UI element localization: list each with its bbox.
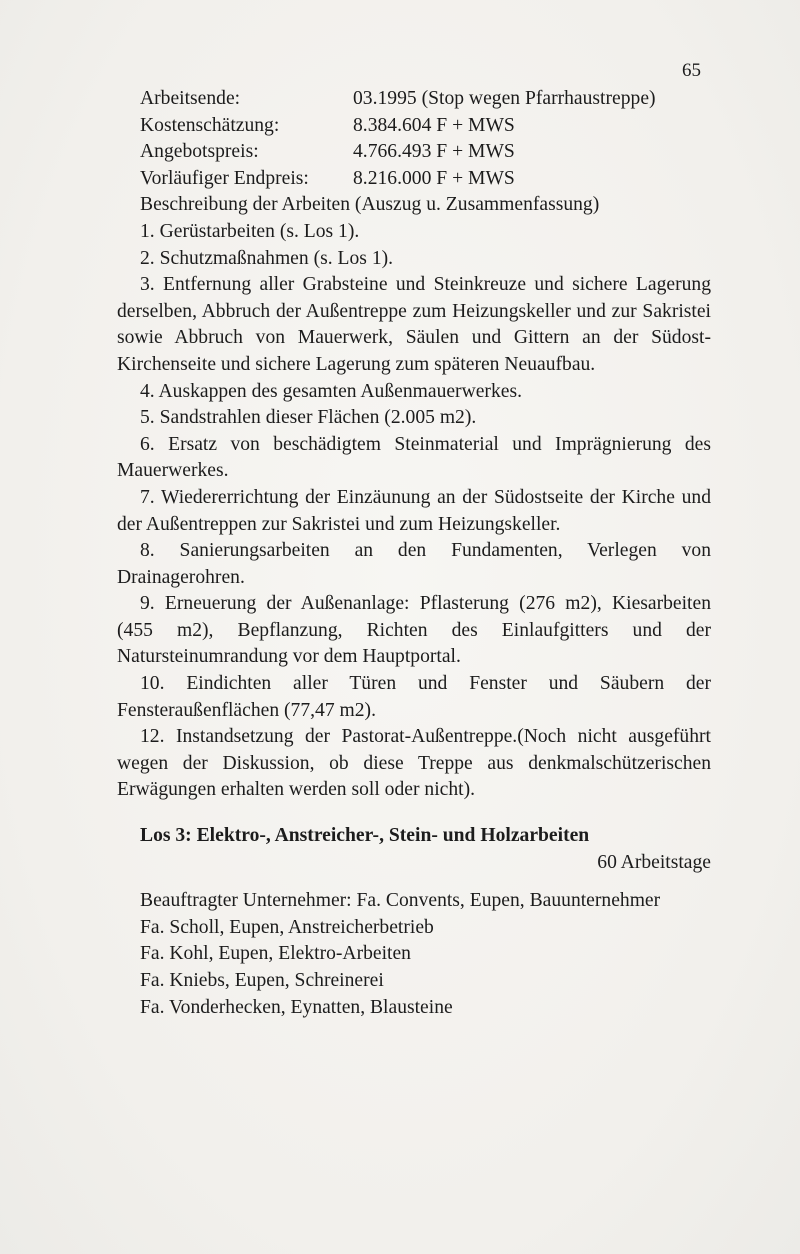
firm-line: Fa. Vonderhecken, Eynatten, Blausteine (140, 996, 453, 1018)
fact-row-estimate (117, 113, 711, 140)
firm-line: Fa. Kniebs, Eupen, Schreinerei (140, 970, 384, 991)
work-item-12: 12. Instandsetzung der Pastorat-Außentreppe.(Noch nicht ausgeführt wegen der Diskussion, ob diese Treppe aus denkmalschützerischen Erwägungen erhalten werden soll oder nicht). (117, 726, 711, 801)
work-item-4: 4. Auskappen des gesamten Außenmauerwerkes. (140, 380, 522, 402)
fact-value: 8.384.604 F + MWS (353, 114, 515, 136)
fact-row-end (117, 86, 711, 113)
page-number: 65 (682, 60, 701, 81)
work-item-2: 2. Schutzmaßnahmen (s. Los 1). (140, 247, 394, 269)
fact-value: 03.1995 (Stop wegen Pfarrhaustreppe) (353, 88, 656, 109)
work-item-1: 1. Gerüstarbeiten (s. Los 1). (140, 220, 360, 242)
fact-label: Angebotspreis: (140, 141, 259, 163)
fact-label: Arbeitsende: (140, 88, 241, 109)
description-heading: Beschreibung der Arbeiten (Auszug u. Zusammenfassung) (140, 194, 600, 216)
fact-label: Vorläufiger Endpreis: (140, 167, 309, 189)
los3-heading: Los 3: Elektro-, Anstreicher-, Stein- und Holzarbeiten (140, 825, 590, 847)
work-item-10: 10. Eindichten aller Türen und Fenster und Säubern der Fensteraußenflächen (77,47 m2). (117, 673, 711, 721)
fact-value: 4.766.493 F + MWS (353, 141, 515, 163)
firm-line: Fa. Scholl, Eupen, Anstreicherbetrieb (140, 916, 434, 938)
work-item-3: 3. Entfernung aller Grabsteine und Steinkreuze und sichere Lagerung derselben, Abbruch der Außentreppe zum Heizungskeller und zur Sakristei sowie Abbruch von Mauerwerk, Säulen und Gittern an der Südost-Kirchenseite und sichere Lagerung zum späteren Neuaufbau. (117, 274, 711, 375)
work-item-5: 5. Sandstrahlen dieser Flächen (2.005 m2). (140, 407, 477, 429)
work-item-6: 6. Ersatz von beschädigtem Steinmaterial und Imprägnierung des Mauerwerkes. (117, 433, 711, 482)
firm-line: Fa. Kohl, Eupen, Elektro-Arbeiten (140, 943, 411, 965)
fact-label: Kostenschätzung: (140, 114, 280, 136)
fact-row-final (117, 166, 711, 193)
fact-value: 8.216.000 F + MWS (353, 167, 515, 189)
work-item-8: 8. Sanierungsarbeiten an den Fundamenten, Verlegen von Drainagerohren. (117, 540, 711, 588)
work-item-9: 9. Erneuerung der Außenanlage: Pflasterung (276 m2), Kiesarbeiten (455 m2), Bepflanzung, Richten des Einlaufgitters und der Natursteinumrandung vor dem Hauptportal. (117, 593, 711, 668)
fact-row-offer (117, 139, 711, 166)
los3-days: 60 Arbeitstage (597, 851, 711, 873)
los3-contractor: Beauftragter Unternehmer: Fa. Convents, Eupen, Bauunternehmer (140, 890, 661, 912)
work-item-7: 7. Wiedererrichtung der Einzäunung an der Südostseite der Kirche und der Außentreppen zur Sakristei und zum Heizungskeller. (117, 486, 711, 535)
page-content (117, 86, 711, 1021)
